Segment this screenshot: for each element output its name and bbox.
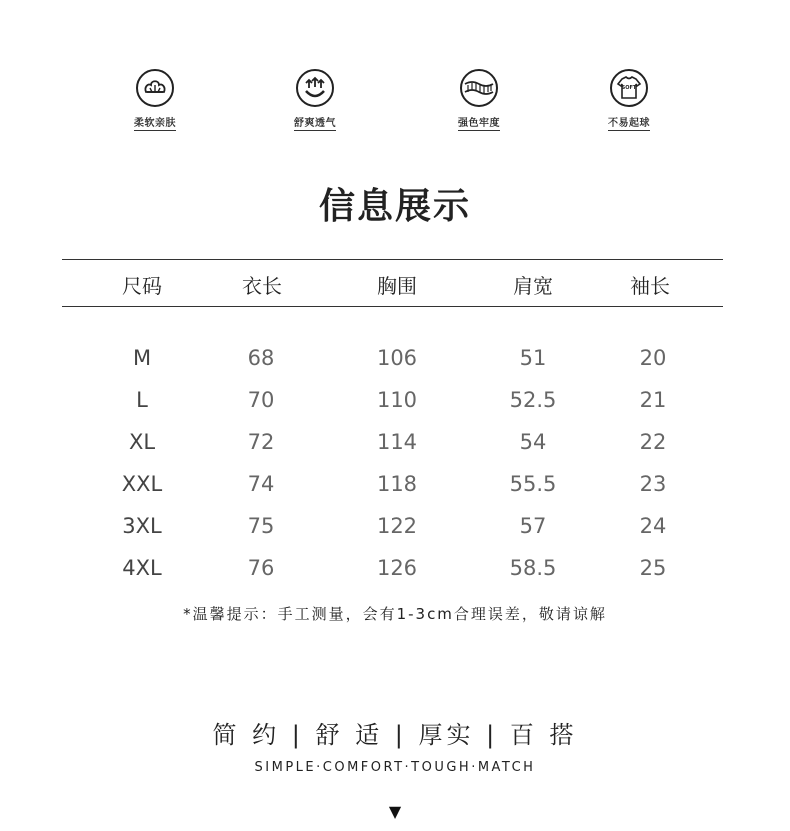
header-sleeve: 袖长	[630, 274, 670, 298]
cell-length: 68	[247, 346, 275, 370]
cell-sleeve: 24	[639, 514, 667, 538]
feature-label: 强色牢度	[458, 114, 500, 131]
cell-chest: 126	[376, 556, 418, 580]
cell-shoulder: 55.5	[509, 472, 557, 496]
cell-length: 76	[247, 556, 275, 580]
soft-icon-text: SOFT	[621, 85, 637, 91]
feature-label: 柔软亲肤	[134, 114, 176, 131]
cell-shoulder: 54	[519, 430, 547, 454]
cell-shoulder: 58.5	[509, 556, 557, 580]
cell-sleeve: 23	[639, 472, 667, 496]
feature-soft-skin	[105, 68, 205, 131]
cell-shoulder: 57	[519, 514, 547, 538]
slogan: 简 约 | 舒 适 | 厚实 | 百 搭	[212, 721, 578, 749]
feature-colorfast	[429, 68, 529, 131]
soft-tshirt-icon	[609, 68, 649, 108]
table-row	[0, 556, 790, 586]
table-row	[0, 472, 790, 502]
cell-size: L	[136, 388, 148, 412]
cell-length: 75	[247, 514, 275, 538]
cell-chest: 114	[376, 430, 418, 454]
cell-length: 72	[247, 430, 275, 454]
header-chest: 胸围	[377, 274, 417, 298]
table-header-divider	[62, 306, 723, 307]
breathable-smile-icon	[295, 68, 335, 108]
cell-chest: 110	[376, 388, 418, 412]
table-row	[0, 430, 790, 460]
cell-shoulder: 51	[519, 346, 547, 370]
cell-sleeve: 25	[639, 556, 667, 580]
slogan-english: SIMPLE·COMFORT·TOUGH·MATCH	[254, 760, 536, 775]
measurement-note: *温馨提示：手工测量，会有1-3cm合理误差，敬请谅解	[183, 605, 607, 623]
cell-chest: 118	[376, 472, 418, 496]
cell-chest: 122	[376, 514, 418, 538]
table-row	[0, 346, 790, 376]
cell-size: XL	[128, 430, 156, 454]
cell-sleeve: 21	[639, 388, 667, 412]
cell-length: 70	[247, 388, 275, 412]
page-title: 信息展示	[318, 186, 471, 227]
cell-sleeve: 20	[639, 346, 667, 370]
cell-chest: 106	[376, 346, 418, 370]
cell-shoulder: 52.5	[509, 388, 557, 412]
cell-size: M	[132, 346, 152, 370]
header-size: 尺码	[122, 274, 162, 298]
cell-size: 3XL	[122, 514, 162, 538]
table-row	[0, 388, 790, 418]
cotton-flower-icon	[135, 68, 175, 108]
table-row	[0, 514, 790, 544]
feature-breathable	[265, 68, 365, 131]
header-length: 衣长	[242, 274, 282, 298]
feature-strip	[0, 68, 790, 138]
feature-label: 不易起球	[608, 114, 650, 131]
cell-length: 74	[247, 472, 275, 496]
fabric-color-icon	[459, 68, 499, 108]
cell-size: 4XL	[122, 556, 162, 580]
cell-sleeve: 22	[639, 430, 667, 454]
feature-anti-pilling	[579, 68, 679, 131]
feature-label: 舒爽透气	[294, 114, 336, 131]
header-shoulder: 肩宽	[513, 274, 553, 298]
table-top-divider	[62, 259, 723, 260]
down-arrow-icon: ▼	[388, 802, 402, 821]
cell-size: XXL	[121, 472, 163, 496]
